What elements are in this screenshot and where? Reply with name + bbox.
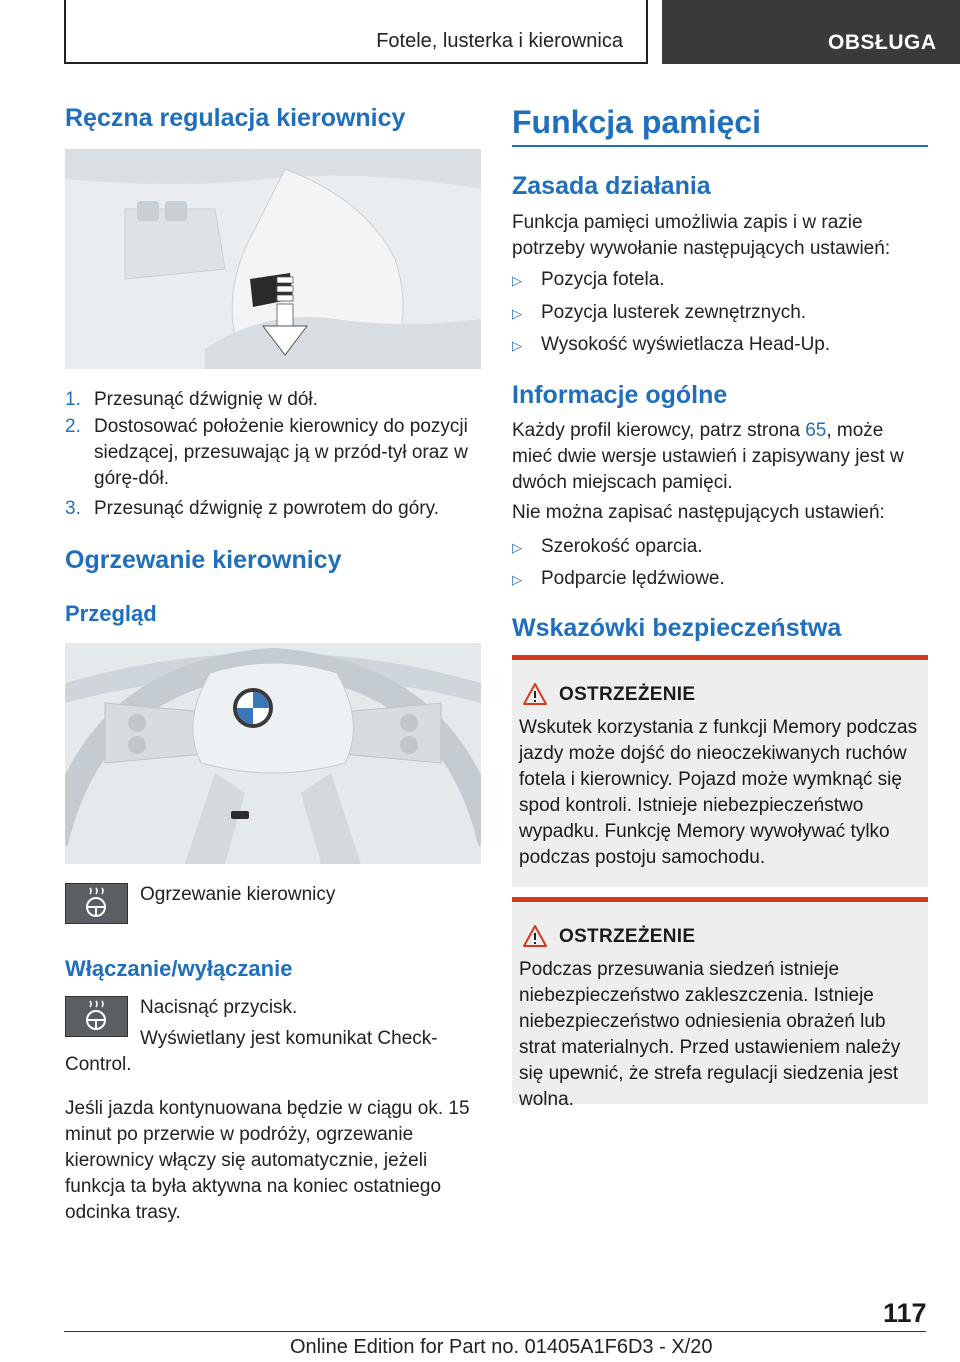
page-number: 117 [883, 1298, 927, 1328]
steering-lever-photo [65, 149, 481, 369]
bullet-triangle-icon: ▷ [512, 338, 522, 353]
steering-heating-heading: Ogrzewanie kierownicy [65, 546, 342, 574]
header-section-title: Fotele, lusterka i kierownica [376, 30, 623, 52]
step-number: 3. [65, 498, 81, 519]
page-reference-link[interactable]: 65 [805, 420, 827, 441]
bullet-triangle-icon: ▷ [512, 540, 522, 555]
steering-lever-illustration [65, 149, 481, 369]
warning-box-1 [512, 655, 928, 887]
bullet-triangle-icon: ▷ [512, 572, 522, 587]
footer-rule [64, 1331, 926, 1332]
memory-function-heading: Funkcja pamięci [512, 104, 761, 140]
step-text: Dostosować położenie kierownicy do pozycji siedzącej, przesuwając ją w przód-tył oraz w górę-dół. [94, 416, 468, 489]
warning-title: OSTRZEŻENIE [559, 684, 696, 705]
checkcontrol-text: Wyświetlany jest komunikat Check-Control. [65, 1028, 438, 1075]
steering-heat-button-icon [65, 883, 128, 924]
bullet-triangle-icon: ▷ [512, 306, 522, 321]
general-info-heading: Informacje ogólne [512, 381, 728, 409]
footer-edition: Online Edition for Part no. 01405A1F6D3 - X/20 [290, 1336, 713, 1358]
header-chapter-tab: OBSŁUGA [662, 0, 960, 64]
warning-triangle-icon [522, 924, 548, 948]
warning-text: Wskutek korzystania z funkcji Memory podczas jazdy może dojść do nieoczekiwanych ruchów fotela i kierownicy. Pojazd może wymknąć się spod kontroli. Istnieje niebezpieczeństwo wypadku. Funkcję Memory wywoływać tylko podczas postoju samochodu. [519, 717, 918, 868]
principle-text: Funkcja pamięci umożliwia zapis i w razie potrzeby wywołanie następujących ustawień: [512, 212, 891, 259]
overview-heading: Przegląd [65, 601, 157, 626]
step-number: 1. [65, 389, 81, 410]
bullet-triangle-icon: ▷ [512, 273, 522, 288]
step-text: Przesunąć dźwignię z powrotem do góry. [94, 498, 439, 519]
steering-wheel-photo [65, 643, 481, 864]
warning-triangle-icon [522, 682, 548, 706]
heading-rule [512, 145, 928, 147]
step-number: 2. [65, 416, 81, 437]
principle-heading: Zasada działania [512, 172, 711, 200]
safety-heading: Wskazówki bezpieczeństwa [512, 614, 842, 642]
page-header [0, 0, 960, 66]
steering-wheel-illustration [65, 643, 481, 864]
not-saved-text: Nie można zapisać następujących ustawień: [512, 502, 885, 523]
warning-text: Podczas przesuwania siedzeń istnieje niebezpieczeństwo zakleszczenia. Istnieje niebezpieczeństwo odniesienia obrażeń lub strat materialnych. Przed ustawieniem należy się upewnić, że strefa regulacji siedzenia jest wolna. [519, 959, 901, 1110]
general-info-text: Każdy profil kierowcy, patrz strona 65, może mieć dwie wersje ustawień i zapisywany jest w dwóch miejscach pamięci. [512, 420, 904, 493]
warning-box-2 [512, 897, 928, 1110]
auto-activation-text: Jeśli jazda kontynuowana będzie w ciągu ok. 15 minut po przerwie w podróży, ogrzewanie kierownicy włączy się automatycznie, jeżeli funkcja ta była aktywna na koniec ostatniego odcinka trasy. [65, 1098, 470, 1223]
icon-caption: Ogrzewanie kierownicy [140, 884, 336, 905]
onoff-heading: Włączanie/wyłączanie [65, 956, 293, 981]
manual-adjust-heading: Ręczna regulacja kierownicy [65, 104, 406, 132]
press-button-text: Nacisnąć przycisk. [140, 997, 298, 1018]
step-text: Przesunąć dźwignię w dół. [94, 389, 318, 410]
warning-title: OSTRZEŻENIE [559, 926, 696, 947]
